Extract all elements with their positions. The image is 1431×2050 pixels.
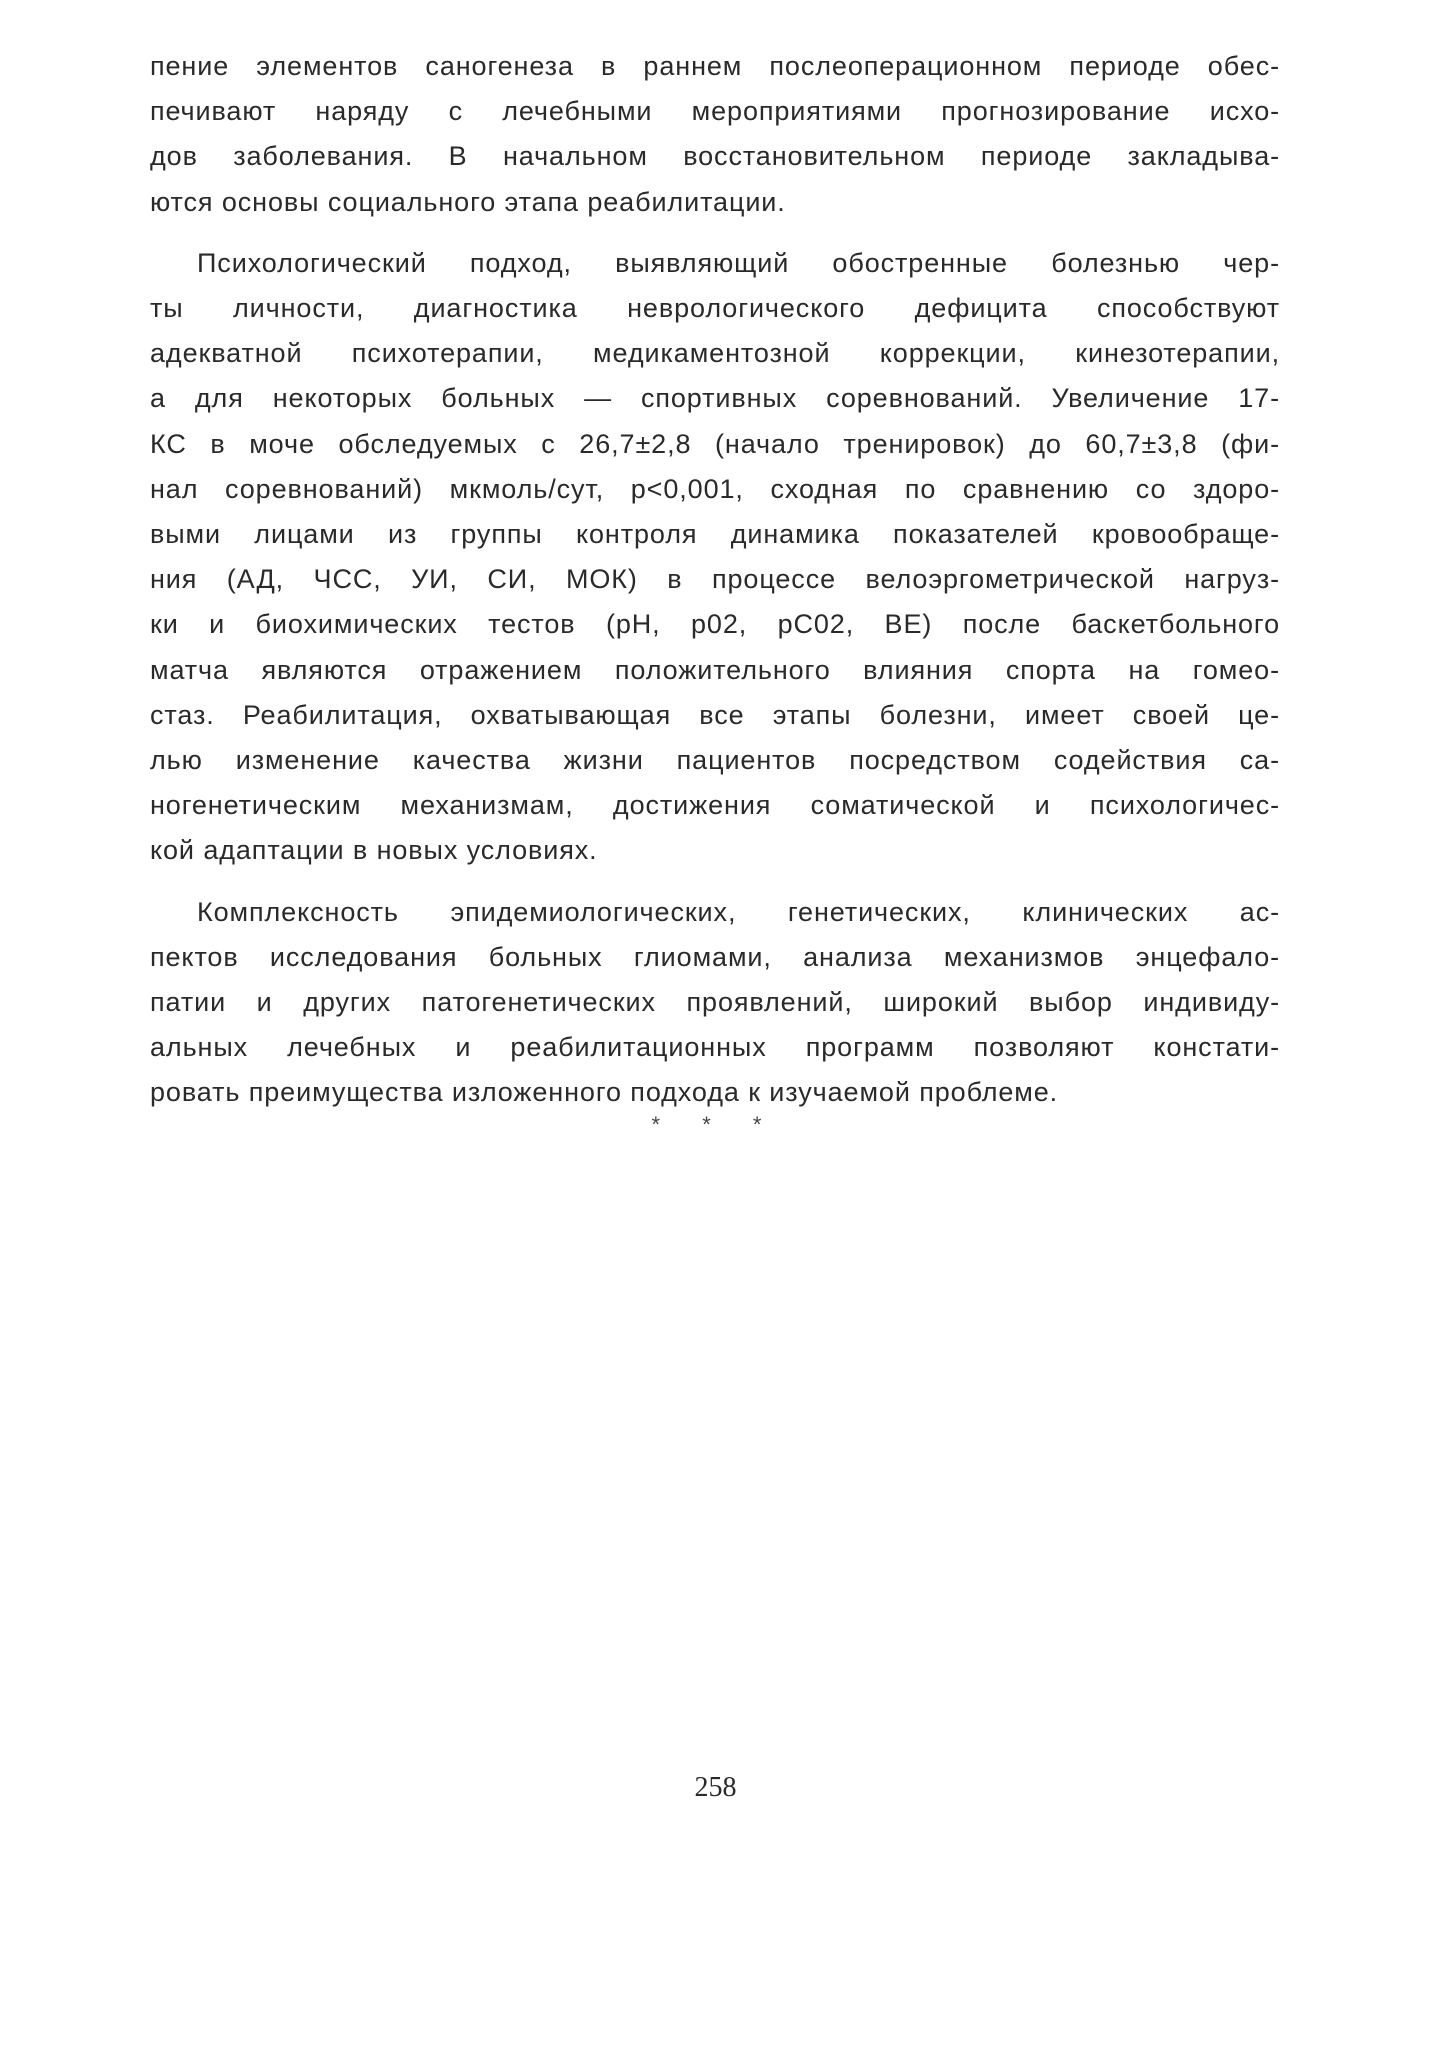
paragraph-3 <box>150 890 1280 1116</box>
section-separator: * * * <box>651 1112 780 1137</box>
text-line: ки и биохимических тестов (pH, p02, pC02, BE) после баскетбольного <box>150 609 1280 640</box>
text-line: печивают наряду с лечебными мероприятиями прогнозирование исхо- <box>150 96 1280 127</box>
text-line: нал соревнований) мкмоль/сут, p<0,001, сходная по сравнению со здоро- <box>150 473 1280 504</box>
text-line: ния (АД, ЧСС, УИ, СИ, МОК) в процессе велоэргометрической нагруз- <box>150 564 1280 595</box>
text-line: ровать преимущества изложенного подхода к изучаемой проблеме. <box>150 1077 1059 1108</box>
text-line: выми лицами из группы контроля динамика показателей кровообраще- <box>150 519 1280 550</box>
text-line: пектов исследования больных глиомами, анализа механизмов энцефало- <box>150 941 1280 972</box>
text-line: ты личности, диагностика неврологического дефицита способствуют <box>150 293 1280 324</box>
text-line: альных лечебных и реабилитационных программ позволяют констати- <box>150 1032 1280 1063</box>
text-line: лью изменение качества жизни пациентов посредством содействия са- <box>150 745 1280 776</box>
text-line: ногенетическим механизмам, достижения соматической и психологичес- <box>150 790 1280 821</box>
text-line: Психологический подход, выявляющий обостренные болезнью чер- <box>197 247 1280 278</box>
page-body <box>150 44 1280 1132</box>
text-line: ются основы социального этапа реабилитации. <box>150 186 786 217</box>
text-line: кой адаптации в новых условиях. <box>150 835 598 866</box>
text-line: а для некоторых больных — спортивных соревнований. Увеличение 17- <box>150 383 1280 414</box>
text-line: пение элементов саногенеза в раннем послеоперационном периоде обес- <box>150 51 1280 81</box>
text-line: дов заболевания. В начальном восстановительном периоде закладыва- <box>150 141 1280 172</box>
text-line: стаз. Реабилитация, охватывающая все этапы болезни, имеет своей це- <box>150 699 1280 730</box>
text-line: КС в моче обследуемых с 26,7±2,8 (начало тренировок) до 60,7±3,8 (фи- <box>150 428 1280 459</box>
text-line: Комплексность эпидемиологических, генетических, клинических ас- <box>197 896 1280 927</box>
text-line: матча являются отражением положительного влияния спорта на гомео- <box>150 654 1280 685</box>
text-line: адекватной психотерапии, медикаментозной коррекции, кинезотерапии, <box>150 338 1280 369</box>
text-line: патии и других патогенетических проявлений, широкий выбор индивиду- <box>150 987 1280 1018</box>
page-number: 258 <box>694 1772 737 1803</box>
paragraph-2 <box>150 241 1280 874</box>
paragraph-1 <box>150 44 1280 225</box>
